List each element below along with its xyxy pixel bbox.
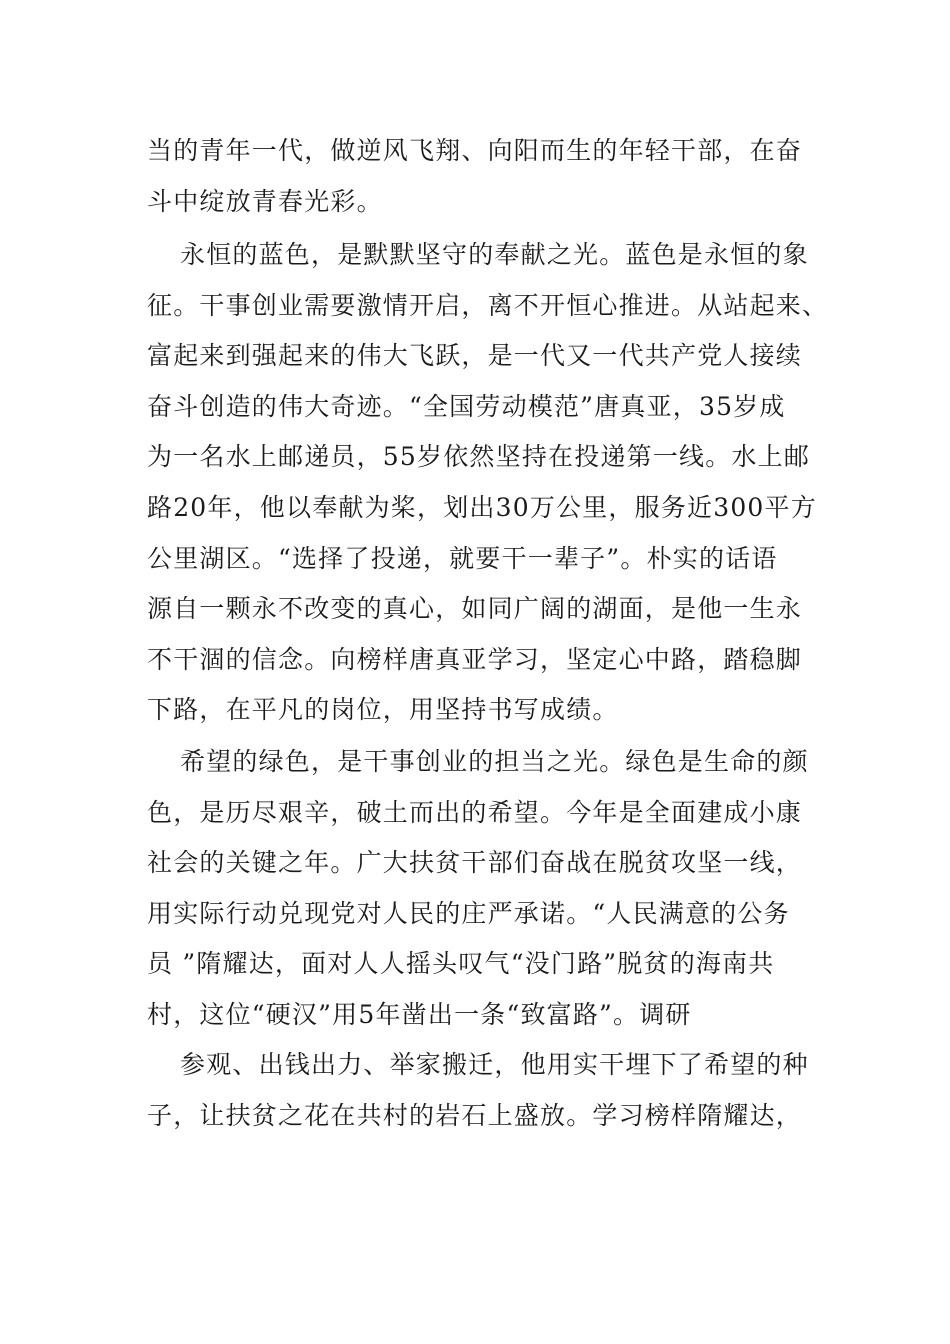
text-line: 不干涸的信念。向榜样唐真亚学习，坚定心中路，踏稳脚 [147,644,803,674]
text-line: 征。干事创业需要激情开启，离不开恒心推进。从站起来、 [147,290,829,320]
paragraph-3 [147,737,807,1041]
text-line: 当的青年一代，做逆风飞翔、向阳而生的年轻干部，在奋 [147,136,803,165]
text-line: 希望的绿色，是干事创业的担当之光。绿色是生命的颜 [180,747,809,776]
text-line: 公里湖区。“选择了投递，就要干一辈子”。朴实的话语 [147,543,778,573]
text-line: 富起来到强起来的伟大飞跃，是一代又一代共产党人接续 [147,341,803,371]
text-line: 永恒的蓝色，是默默坚守的奉献之光。蓝色是永恒的象 [180,240,809,269]
paragraph-4 [147,1040,807,1141]
text-line: 路20年，他以奉献为桨，划出30万公里，服务近300平方 [147,492,817,522]
text-line: 色，是历尽艰辛，破土而出的希望。今年是全面建成小康 [147,797,803,827]
text-line: 员 ”隋耀达，面对人人摇头叹气“没门路”脱贫的海南共 [147,949,775,979]
text-line: 斗中绽放青春光彩。 [147,186,383,216]
text-line: 奋斗创造的伟大奇迹。“全国劳动模范”唐真亚，35岁成 [147,391,786,421]
text-line: 社会的关键之年。广大扶贫干部们奋战在脱贫攻坚一线， [147,848,803,878]
text-line: 源自一颗永不改变的真心，如同广阔的湖面，是他一生永 [147,594,803,624]
paragraph-1 [147,126,807,227]
text-line: 下路，在平凡的岗位，用坚持书写成绩。 [147,695,619,725]
text-line: 用实际行动兑现党对人民的庄严承诺。“人民满意的公务 [147,898,790,928]
text-line: 参观、出钱出力、举家搬迁，他用实干埋下了希望的种 [180,1050,809,1079]
text-line: 村，这位“硬汉”用5年凿出一条“致富路”。调研 [147,999,692,1029]
text-line: 子，让扶贫之花在共村的岩石上盛放。学习榜样隋耀达， [147,1100,803,1130]
paragraph-2 [147,230,829,736]
text-line: 为一名水上邮递员，55岁依然坚持在投递第一线。水上邮 [147,442,811,472]
